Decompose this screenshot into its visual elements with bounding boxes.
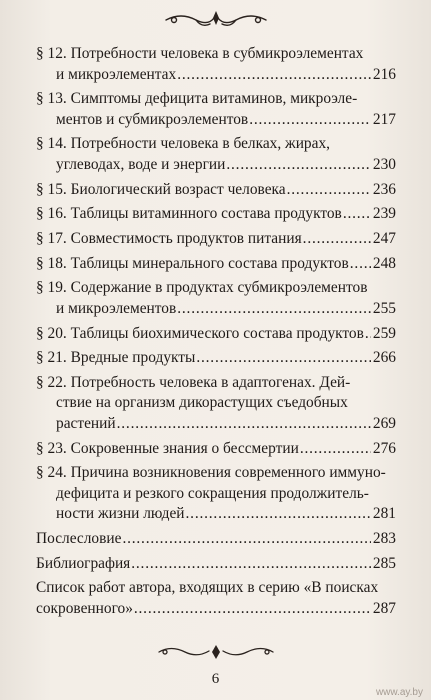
toc-entry-line (36, 463, 396, 484)
toc-entry (36, 463, 396, 525)
toc-entry-line (36, 414, 396, 435)
toc-entry-line (36, 278, 396, 299)
toc-page-number: 269 (372, 414, 396, 432)
toc-entry-title: § 23. Сокровенные знания о бессмертии (36, 439, 299, 457)
watermark: www.ay.by (375, 687, 423, 698)
toc-entry-title: ствие на организм дикорастущих съедобных (56, 394, 348, 412)
dot-leader (365, 324, 371, 345)
toc-entry (36, 324, 396, 345)
bottom-ornament-icon (0, 642, 431, 666)
toc-entry-line (36, 110, 396, 131)
dot-leader (343, 204, 371, 225)
toc-entry (36, 204, 396, 225)
toc-page-number: 216 (372, 65, 396, 83)
toc-entry-line (36, 299, 396, 320)
toc-entry (36, 439, 396, 460)
toc-entry-title: и микроэлементов (56, 299, 177, 317)
toc-entry-line (36, 254, 396, 275)
toc-page-number: 248 (372, 254, 396, 272)
toc-page-number: 230 (372, 155, 396, 173)
toc-entry-title: дефицита и резкого сокращения продолжитель- (56, 484, 369, 502)
toc-entry-title: § 15. Биологический возраст человека (36, 180, 286, 198)
toc-entry-title: § 14. Потребности человека в белках, жирах, (36, 135, 330, 153)
toc-entry (36, 578, 396, 619)
toc-entry (36, 373, 396, 435)
toc-entry-line (36, 204, 396, 225)
toc-page-number: 283 (372, 529, 396, 547)
table-of-contents (36, 44, 396, 624)
dot-leader (196, 348, 371, 369)
dot-leader (131, 554, 371, 575)
toc-page-number: 266 (372, 349, 396, 367)
dot-leader (122, 529, 370, 550)
toc-entry-line (36, 44, 396, 65)
toc-entry-line (36, 155, 396, 176)
toc-page-number: 255 (372, 299, 396, 317)
toc-entry (36, 229, 396, 250)
dot-leader (226, 155, 371, 176)
toc-entry (36, 89, 396, 130)
toc-entry-line (36, 65, 396, 86)
toc-entry-title: § 21. Вредные продукты (36, 349, 196, 367)
dot-leader (177, 299, 371, 320)
toc-page-number: 281 (372, 505, 396, 523)
toc-entry-title: § 22. Потребность человека в адаптогенах. Дей- (36, 373, 351, 391)
toc-entry-line (36, 373, 396, 394)
toc-entry (36, 254, 396, 275)
toc-entry-title: Библиография (36, 554, 131, 572)
toc-entry-title: § 12. Потребности человека в субмикроэлементах (36, 45, 364, 62)
toc-entry-title: ментов и субмикроэлементов (56, 110, 249, 128)
toc-entry-title: § 24. Причина возникновения современного иммуно- (36, 464, 386, 482)
toc-entry-title: Послесловие (36, 529, 122, 547)
toc-entry (36, 134, 396, 175)
toc-entry-title: углеводах, воде и энергии (56, 155, 226, 173)
dot-leader (117, 414, 371, 435)
toc-page-number: 287 (372, 599, 396, 617)
dot-leader (177, 65, 371, 86)
toc-entry-title: § 19. Содержание в продуктах субмикроэлементов (36, 279, 368, 297)
toc-entry-title: сокровенного» (36, 599, 133, 617)
toc-entry (36, 44, 396, 85)
toc-entry-title: § 20. Таблицы биохимического состава продуктов (36, 324, 364, 342)
dot-leader (134, 599, 371, 620)
toc-entry-line (36, 324, 396, 345)
toc-entry-title: § 18. Таблицы минерального состава продуктов (36, 254, 349, 272)
dot-leader (249, 110, 371, 131)
dot-leader (350, 254, 371, 275)
toc-entry-title: и микроэлементах (56, 65, 177, 83)
toc-page-number: 239 (372, 205, 396, 223)
toc-entry (36, 554, 396, 575)
page-number: 6 (211, 671, 220, 687)
toc-entry-line (36, 554, 396, 575)
toc-entry-line (36, 134, 396, 155)
toc-entry-title: Список работ автора, входящих в серию «В поисках (36, 579, 379, 597)
toc-page-number: 276 (372, 439, 396, 457)
toc-entry-line (36, 484, 396, 505)
dot-leader (287, 180, 371, 201)
toc-entry-title: § 16. Таблицы витаминного состава продуктов (36, 205, 342, 223)
toc-entry (36, 529, 396, 550)
toc-entry-line (36, 599, 396, 620)
toc-page-number: 259 (372, 324, 396, 342)
toc-entry-line (36, 578, 396, 599)
toc-entry-line (36, 504, 396, 525)
dot-leader (186, 504, 371, 525)
toc-entry-line (36, 348, 396, 369)
top-ornament-icon (0, 8, 431, 32)
toc-entry (36, 180, 396, 201)
toc-entry-title: § 13. Симптомы дефицита витаминов, микроэле- (36, 90, 358, 108)
toc-entry-line (36, 393, 396, 414)
toc-entry-line (36, 180, 396, 201)
dot-leader (303, 229, 371, 250)
toc-entry-line (36, 529, 396, 550)
toc-entry (36, 348, 396, 369)
toc-entry-title: ности жизни людей (56, 505, 185, 523)
toc-page-number: 247 (372, 229, 396, 247)
toc-page-number: 217 (372, 110, 396, 128)
toc-page-number: 285 (372, 554, 396, 572)
toc-entry-line (36, 89, 396, 110)
toc-entry-title: растений (56, 414, 116, 432)
toc-page-number: 236 (372, 180, 396, 198)
toc-entry-line (36, 439, 396, 460)
toc-entry-title: § 17. Совместимость продуктов питания (36, 229, 302, 247)
dot-leader (300, 439, 371, 460)
toc-entry (36, 278, 396, 319)
toc-entry-line (36, 229, 396, 250)
